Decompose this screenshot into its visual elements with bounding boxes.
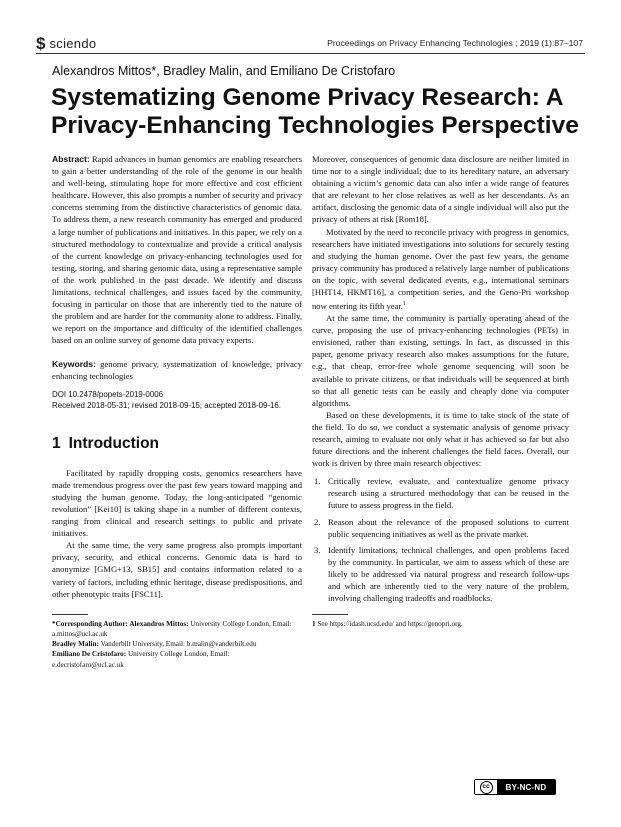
logo-text: sciendo [49, 36, 97, 51]
doi: DOI 10.2478/popets-2019-0006 [52, 389, 163, 399]
footnote-author-3 [52, 649, 302, 669]
header-divider [36, 53, 585, 54]
left-column [52, 153, 302, 670]
body-paragraph-2-text: Motivated by the need to reconcile privacy with progress in genomics, researchers have initiated investigations into solutions for securely testing and studying the human genome. Over the past few years, the genome privacy community has produced a relatively large number of publications on the topic, with several dedicated events, e.g., international seminars [HHT14, HKMT16], a competition series, and the Geno-Pri workshop now entering its fifth year. [312, 226, 569, 311]
abstract-label: Abstract: [52, 154, 90, 164]
footnote-author-2-text: Vanderbilt University, Email: b.malin@vanderbilt.edu [100, 640, 257, 649]
paper-title: Systematizing Genome Privacy Research: A Privacy-Enhancing Technologies Perspective [51, 84, 579, 139]
footnote-1 [312, 619, 569, 629]
abstract-text: Rapid advances in human genomics are enabling researchers to gain a better understanding of the role of the genome in our health and well-being, stimulating hope for more effective and cost efficient healthcare. However, this also prompts a number of security and privacy concerns stemming from the distinctive characteristics of genomic data. To address them, a new research community has emerged and produced a large number of publications and initiatives. In this paper, we rely on a structured methodology to contextualize and provide a critical analysis of the current knowledge on privacy-enhancing technologies used for testing, storing, and sharing genomic data, using a representative sample of the work published in the past decade. We identify and discuss limitations, technical challenges, and issues faced by the community, focusing in particular on those that are inherently tied to the nature of the problem and are harder for the community alone to address. Finally, we report on the importance and difficulty of the identified challenges based on an online survey of genome data privacy experts. [52, 154, 302, 346]
list-item [312, 516, 569, 540]
list-item-text: Identify limitations, technical challenges, and open problems faced by the community. In particular, we aim to assess which of these are likely to be addressed via natural progress and research follow-ups and which are inherently tied to the very nature of the problem, involving challenging tradeoffs and roadblocks. [328, 544, 569, 604]
section-title: Introduction [68, 434, 160, 452]
list-item [312, 544, 569, 604]
sciendo-s-icon: $ [36, 34, 46, 53]
footnote-author-2-label: Bradley Malin: [52, 640, 99, 649]
keywords-label: Keywords: [52, 358, 96, 369]
section-number: 1 [52, 434, 61, 452]
list-item-number: 3. [314, 544, 321, 555]
footnote-1-text[interactable]: See https://idash.ucsd.edu/ and https://genopri.org. [317, 620, 463, 629]
abstract [52, 153, 302, 347]
footnote-author-1-text: University College London, Email: a.mittos@ucl.ac.uk [52, 619, 292, 638]
intro-paragraph-1: Facilitated by rapidly dropping costs, genomics researchers have made tremendous progress over the past few years toward mapping and studying the human genome. Today, the long-anticipated “genomic revolution” [Kei10] is taking shape in a number of different contexts, ranging from clinical and research settings to public and private initiatives. [52, 467, 302, 539]
list-item [312, 475, 569, 511]
body-paragraph-4: Based on these developments, it is time to take stock of the state of the field. To do so, we conduct a systematic analysis of genome privacy research, aiming to evaluate not only what it has achieved so far but also future directions and the inherent challenges the field faces. Overall, our work is driven by three main research objectives: [312, 409, 569, 469]
list-item-number: 2. [314, 516, 321, 527]
list-item-number: 1. [314, 476, 321, 487]
received-dates: Received 2018-05-31; revised 2018-09-15; accepted 2018-09-16. [52, 400, 281, 410]
license-text: BY-NC-ND [505, 782, 547, 792]
section-heading [52, 435, 302, 453]
footnote-author-3-label: Emiliano De Cristofaro: [52, 650, 127, 659]
intro-paragraph-2: At the same time, the very same progress also prompts important privacy, security, and ethical concerns. Genomic data is hard to anonymize [GMG+13, SB15] and contains information related to a variety of factors, including ethnic heritage, disease predispositions, and other phenotypic traits [FSC11]. [52, 540, 302, 599]
body-paragraph-2 [312, 226, 569, 313]
keywords-text: genome privacy, systematization of knowledge, privacy enhancing technologies [52, 358, 303, 381]
body-paragraph-3: At the same time, the community is partially operating ahead of the curve, proposing the use of privacy-enhancing technologies (PETs) in envisioned, rather than existing, settings. In fact, as discussed in this paper, genome privacy research also makes assumptions for the future, e.g., that cheap, error-free whole genome sequencing will soon be available to private citizens, or that individuals will be sequenced at birth so that all genetic tests can be easily and cheaply done via computer algorithms. [312, 313, 569, 408]
journal-reference: Proceedings on Privacy Enhancing Technologies ; 2019 (1):87–107 [327, 38, 583, 48]
cc-circle-icon: cc [480, 781, 493, 794]
body-paragraph-1: Moreover, consequences of genomic data disclosure are neither limited in time nor to a single individual; due to its hereditary nature, an adversary obtaining a victim’s genomic data can also infer a wide range of features that are relevant to her close relatives as well as her descendants. As an artifact, disclosing the genomic data of a single individual will also put the privacy of others at risk [Rom18]. [312, 154, 569, 225]
footnote-author-3-text: University College London, Email: e.decristofaro@ucl.ac.uk [52, 650, 230, 669]
footnote-marker[interactable]: 1 [402, 301, 406, 308]
cc-icon [475, 780, 497, 794]
footnote-divider [52, 614, 88, 615]
license-badge[interactable] [474, 779, 556, 795]
footnote-author-2 [52, 639, 302, 649]
list-item-text: Critically review, evaluate, and contextualize genome privacy research using a structured methodology that can be reused in the future to assess progress in the field. [328, 476, 569, 511]
footnote-author-1-label: *Corresponding Author: Alexandros Mittos: [52, 619, 189, 628]
right-column [312, 153, 569, 629]
footnote-divider [312, 614, 348, 615]
keywords [52, 358, 302, 382]
footnote-1-number: 1 [312, 620, 316, 629]
sciendo-logo [36, 35, 96, 52]
list-item-text: Reason about the relevance of the proposed solutions to current public sequencing initiatives as well as the private market. [328, 516, 569, 539]
author-list: Alexandros Mittos*, Bradley Malin, and Emiliano De Cristofaro [52, 64, 396, 78]
footnote-author-1 [52, 619, 302, 639]
objectives-list [312, 475, 569, 604]
